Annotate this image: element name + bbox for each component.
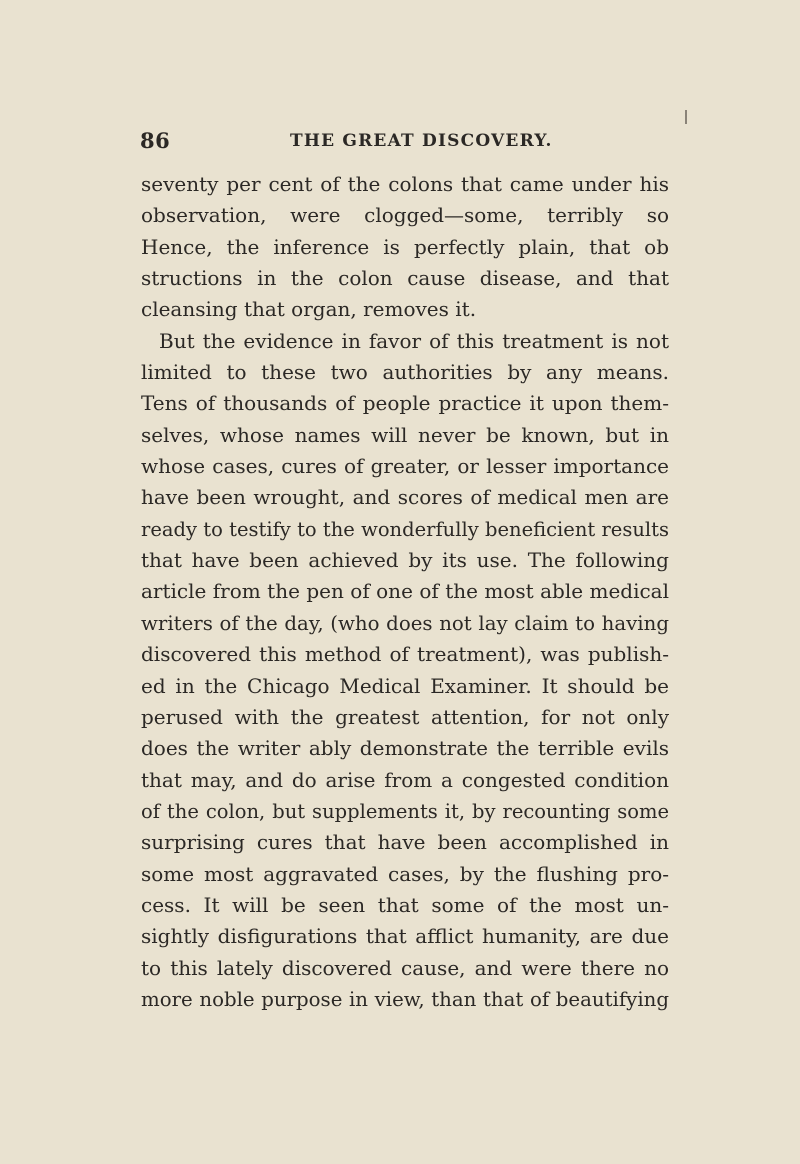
- page-number: 86: [140, 128, 171, 153]
- text-line: cleansing that organ, removes it.: [141, 297, 477, 322]
- text-line: article from the pen of one of the most able medical: [141, 579, 669, 604]
- text-line: writers of the day, (who does not lay claim to having: [141, 611, 669, 635]
- text-line: of the colon, but supplements it, by recounting some: [141, 799, 669, 823]
- scan-speck: [685, 110, 687, 124]
- text-line: have been wrought, and scores of medical men are: [141, 485, 669, 510]
- text-line: ed in the Chicago Medical Examiner. It should be: [141, 673, 669, 698]
- text-line: selves, whose names will never be known, but in: [141, 422, 669, 447]
- text-line: seventy per cent of the colons that came under his: [141, 172, 669, 196]
- text-line: observation, were clogged—some, terribly so: [141, 203, 669, 228]
- page-header: [140, 128, 670, 156]
- text-line: that have been achieved by its use. The following: [141, 548, 669, 573]
- text-line: does the writer ably demonstrate the terrible evils: [141, 736, 669, 761]
- text-line: structions in the colon cause disease, and that: [141, 266, 669, 291]
- text-line: surprising cures that have been accomplished in: [141, 830, 669, 855]
- text-line: more noble purpose in view, than that of beautifying: [141, 987, 669, 1011]
- text-line: cess. It will be seen that some of the most un-: [141, 892, 669, 917]
- text-line: But the evidence in favor of this treatment is not: [159, 328, 669, 353]
- body-text: [141, 169, 669, 1015]
- text-line: some most aggravated cases, by the flushing pro-: [141, 861, 669, 886]
- text-line: to this lately discovered cause, and were there no: [141, 955, 669, 980]
- running-head: THE GREAT DISCOVERY.: [290, 131, 553, 151]
- text-line: Tens of thousands of people practice it upon them-: [141, 391, 669, 416]
- text-line: whose cases, cures of greater, or lesser importance: [141, 454, 669, 479]
- text-line: perused with the greatest attention, for not only: [141, 704, 669, 729]
- text-line: discovered this method of treatment), was publish-: [141, 642, 669, 667]
- text-line: Hence, the inference is perfectly plain, that ob: [141, 234, 669, 259]
- text-line: sightly disfigurations that afflict humanity, are due: [141, 924, 669, 949]
- text-line: ready to testify to the wonderfully beneficient results: [141, 517, 669, 541]
- text-line: limited to these two authorities by any means.: [141, 360, 669, 385]
- text-line: that may, and do arise from a congested condition: [141, 767, 669, 792]
